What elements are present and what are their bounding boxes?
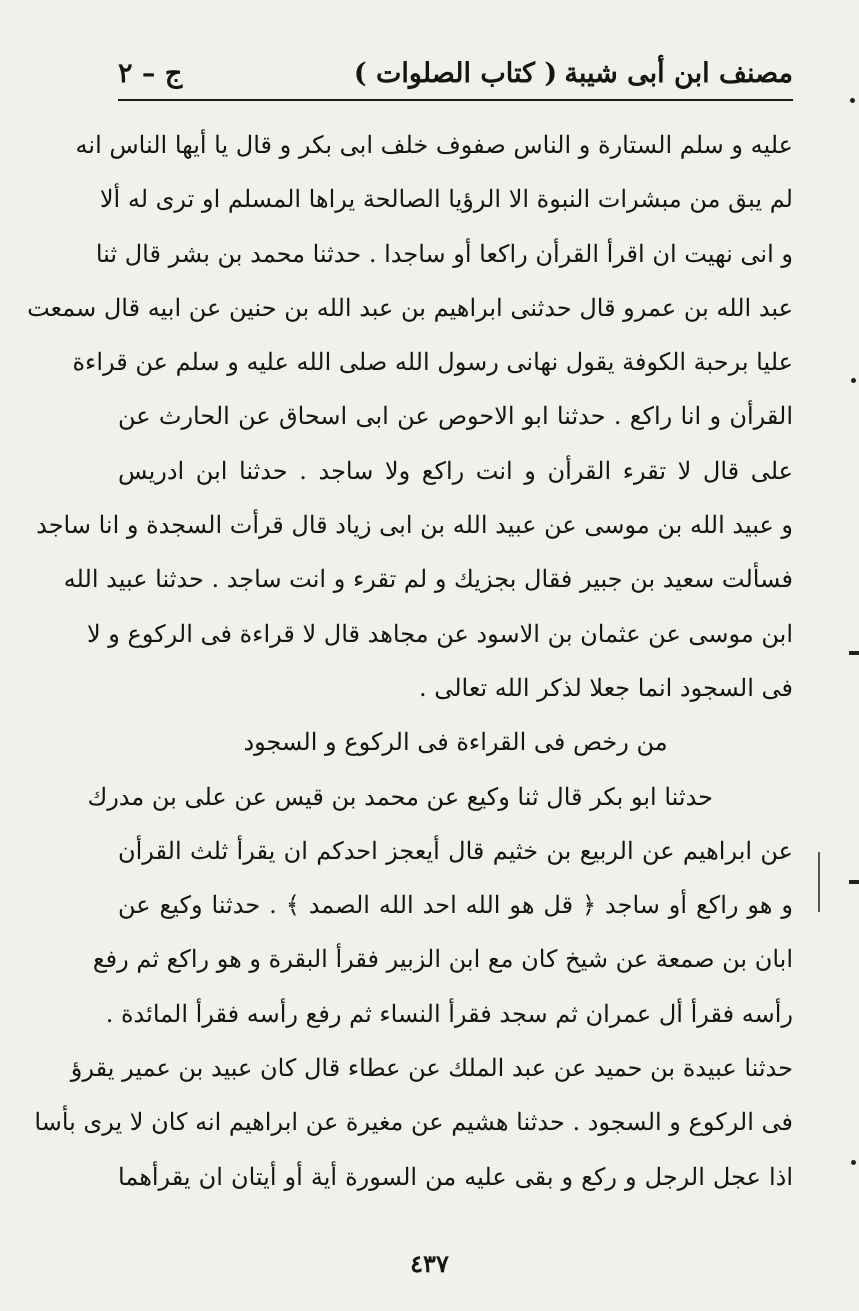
main-text bbox=[27, 118, 793, 1204]
text-line: فى الركوع و السجود . حدثنا هشيم عن مغيرة عن ابراهيم انه كان لا يرى بأسا bbox=[34, 1108, 793, 1137]
header-volume: ج – ٢ bbox=[118, 58, 183, 89]
text-line: فسألت سعيد بن جبير فقال بجزيك و لم تقرء و انت ساجد . حدثنا عبيد الله bbox=[63, 565, 793, 594]
margin-mark bbox=[850, 98, 855, 103]
margin-mark bbox=[849, 880, 859, 884]
text-line: عليه و سلم الستارة و الناس صفوف خلف ابى بكر و قال يا أيها الناس انه bbox=[75, 131, 793, 159]
text-line: اذا عجل الرجل و ركع و بقى عليه من السورة أية أو أيتان ان يقرأهما bbox=[118, 1162, 793, 1191]
text-line: فى السجود انما جعلا لذكر الله تعالى . bbox=[418, 673, 793, 702]
running-header bbox=[118, 54, 793, 98]
text-line: و انى نهيت ان اقرأ القرأن راكعا أو ساجدا . حدثنا محمد بن بشر قال ثنا bbox=[95, 239, 793, 268]
text-line: على قال لا تقرء القرأن و انت راكع ولا ساجد . حدثنا ابن ادريس bbox=[118, 456, 793, 485]
text-line: رأسه فقرأ أل عمران ثم سجد فقرأ النساء ثم رفع رأسه فقرأ المائدة . bbox=[105, 999, 793, 1028]
page-number: ٤٣٧ bbox=[410, 1249, 449, 1278]
margin-mark bbox=[851, 378, 856, 383]
text-line: لم يبق من مبشرات النبوة الا الرؤيا الصالحة يراها المسلم او ترى له ألا bbox=[99, 185, 793, 214]
margin-mark bbox=[818, 852, 820, 912]
text-line: عن ابراهيم عن الربيع بن خثيم قال أيعجز احدكم ان يقرأ ثلث القرأن bbox=[118, 836, 793, 865]
text-line: و هو راكع أو ساجد ﴿ قل هو الله احد الله الصمد ﴾ . حدثنا وكيع عن bbox=[118, 891, 793, 920]
header-chapter-title: ( كتاب الصلوات ) bbox=[353, 58, 558, 89]
margin-mark bbox=[849, 651, 859, 655]
header-rule bbox=[118, 99, 793, 101]
text-line: عبد الله بن عمرو قال حدثنى ابراهيم بن عبد الله بن حنين عن ابيه قال سمعت bbox=[27, 293, 793, 322]
text-line: ابن موسى عن عثمان بن الاسود عن مجاهد قال لا قراءة فى الركوع و لا bbox=[86, 619, 793, 648]
text-line: حدثنا عبيدة بن حميد عن عبد الملك عن عطاء قال كان عبيد بن عمير يقرؤ bbox=[70, 1054, 793, 1083]
section-heading: من رخص فى القراءة فى الركوع و السجود bbox=[243, 728, 668, 757]
text-line: ابان بن صمعة عن شيخ كان مع ابن الزبير فقرأ البقرة و هو راكع ثم رفع bbox=[92, 945, 793, 974]
margin-mark bbox=[851, 1160, 856, 1165]
text-line: حدثنا ابو بكر قال ثنا وكيع عن محمد بن قيس عن على بن مدرك bbox=[87, 782, 713, 811]
text-line: و عبيد الله بن موسى عن عبيد الله بن ابى زياد قال قرأت السجدة و انا ساجد bbox=[36, 511, 793, 540]
text-line: عليا برحبة الكوفة يقول نهانى رسول الله صلى الله عليه و سلم عن قراءة bbox=[72, 348, 793, 377]
header-book-title: مصنف ابن أبى شيبة bbox=[564, 58, 793, 89]
text-line: القرأن و انا راكع . حدثنا ابو الاحوص عن ابى اسحاق عن الحارث عن bbox=[118, 402, 793, 431]
